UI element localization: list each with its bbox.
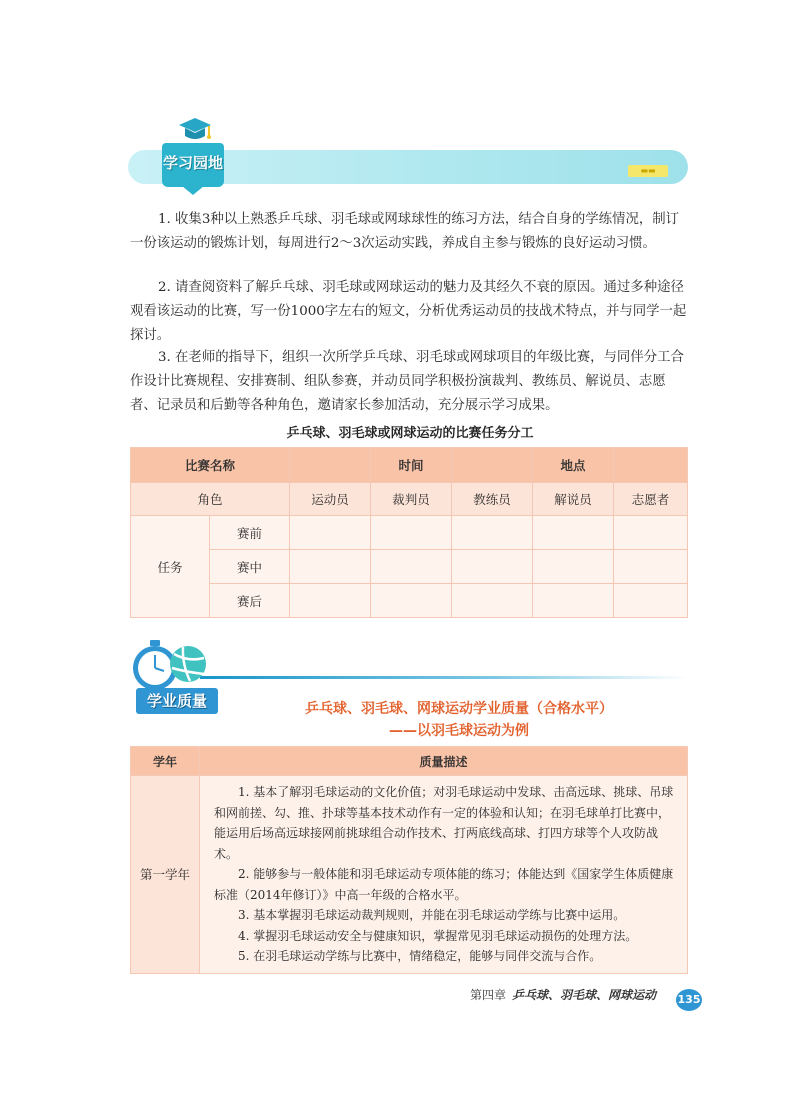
role-cell: 教练员 (452, 483, 533, 516)
table-row (131, 516, 688, 550)
study-paragraph-3: 3. 在老师的指导下，组织一次所学乒乓球、羽毛球或网球项目的年级比赛，与同伴分工合作设计比赛规程、安排赛制、组队参赛，并动员同学积极扮演裁判、教练员、解说员、志愿者、记录员和后勤等各种角色，邀请家长参加活动，充分展示学习成果。 (130, 350, 684, 413)
phase-cell: 赛前 (210, 516, 290, 550)
study-paragraph-1: 1. 收集3种以上熟悉乒乓球、羽毛球或网球球性的练习方法，结合自身的学练情况，制订一份该运动的锻炼计划，每周进行2～3次运动实践，养成自主参与锻炼的良好运动习惯。 (130, 212, 680, 251)
role-cell: 志愿者 (614, 483, 688, 516)
role-cell: 解说员 (533, 483, 614, 516)
table-row (131, 776, 688, 974)
quality-table (130, 746, 688, 974)
table-row (131, 584, 688, 618)
study-paragraph-2: 2. 请查阅资料了解乒乓球、羽毛球或网球运动的魅力及其经久不衰的原因。通过多种途径观看该运动的比赛，写一份1000字左右的短文，分析优秀运动员的技战术特点，并与同学一起探讨。 (130, 280, 687, 343)
table-row (131, 550, 688, 584)
phase-cell: 赛中 (210, 550, 290, 584)
task-table-caption: 乒乓球、羽毛球或网球运动的比赛任务分工 (286, 426, 534, 441)
role-cell: 裁判员 (371, 483, 452, 516)
place-cell (614, 448, 688, 483)
quality-title-line2: ——以羽毛球运动为例 (389, 723, 529, 739)
competition-name-cell (290, 448, 371, 483)
quality-item: 2. 能够参与一般体能和羽毛球运动专项体能的练习；体能达到《国家学生体质健康标准（2014年修订）》中高一年级的合格水平。 (214, 867, 674, 902)
task-label: 任务 (131, 516, 210, 618)
phase-cell: 赛后 (210, 584, 290, 618)
quality-badge: 学业质量 (136, 688, 218, 714)
table-row (131, 483, 688, 516)
graduation-cap-icon (177, 116, 213, 146)
description-header: 质量描述 (200, 747, 688, 776)
role-cell: 运动员 (290, 483, 371, 516)
page-number: 135 (676, 989, 702, 1011)
quality-divider-line (200, 676, 688, 679)
study-garden-badge: 学习园地 (162, 143, 224, 187)
quality-item: 5. 在羽毛球运动学练与比赛中，情绪稳定，能够与同伴交流与合作。 (238, 949, 602, 963)
quality-title-line1: 乒乓球、羽毛球、网球运动学业质量（合格水平） (305, 701, 613, 717)
chapter-subject: 乒乓球、羽毛球、网球运动 (512, 988, 657, 1002)
page-footer (470, 986, 680, 1003)
roles-label: 角色 (131, 483, 290, 516)
time-cell (452, 448, 533, 483)
quality-item: 4. 掌握羽毛球运动安全与健康知识，掌握常见羽毛球运动损伤的处理方法。 (238, 928, 638, 943)
table-row (131, 747, 688, 776)
description-cell (200, 776, 688, 974)
banner-tag: ▬▬ (628, 165, 668, 177)
place-label: 地点 (533, 448, 614, 483)
competition-name-label: 比赛名称 (131, 448, 290, 483)
task-table (130, 447, 688, 618)
quality-item: 1. 基本了解羽毛球运动的文化价值；对羽毛球运动中发球、击高远球、挑球、吊球和网前搓、勾、推、扑球等基本技术动作有一定的体验和认知；在羽毛球单打比赛中，能运用后场高远球接网前挑球组合动作技术、打两底线高球、打四方球等个人攻防战术。 (214, 785, 674, 861)
time-label: 时间 (371, 448, 452, 483)
chapter-label: 第四章 (470, 988, 507, 1002)
table-row (131, 448, 688, 483)
year-header: 学年 (131, 747, 200, 776)
year-cell: 第一学年 (131, 776, 200, 974)
quality-item: 3. 基本掌握羽毛球运动裁判规则，并能在羽毛球运动学练与比赛中运用。 (238, 908, 626, 922)
